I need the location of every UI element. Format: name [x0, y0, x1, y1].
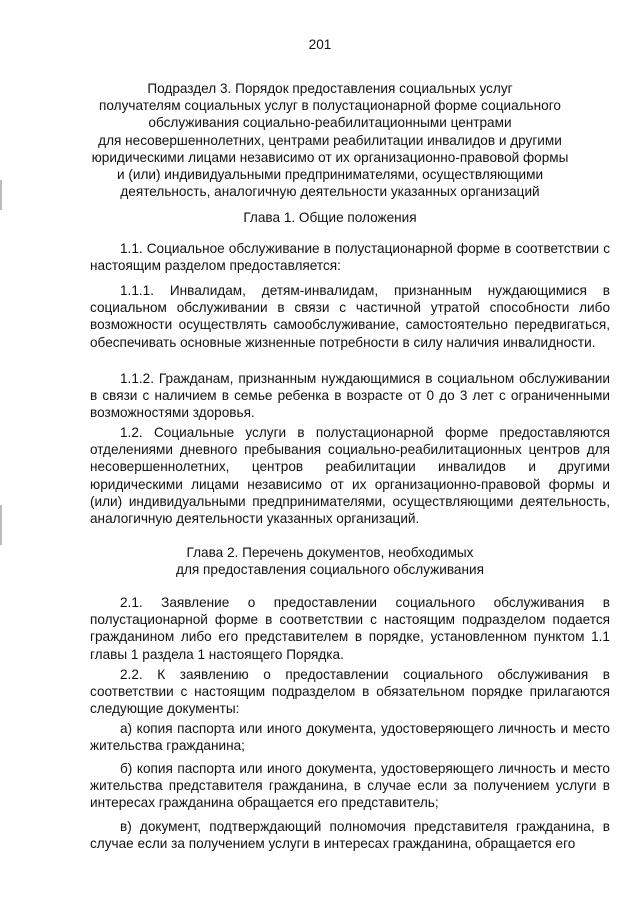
chapter-2-title	[60, 544, 600, 578]
scan-edge-mark	[0, 180, 2, 210]
paragraph-text: 2.1. Заявление о предоставлении социального обслуживания в полустационарной форме в соответствии с настоящим подразделом подается гражданином либо его представителем в порядке, установленном пунктом 1.1 главы 1 раздела 1 настоящего Порядка.	[90, 595, 610, 662]
subsection-title-line: деятельность, аналогичную деятельности указанных организаций	[120, 184, 540, 200]
chapter-2-title-line: для предоставления социального обслуживания	[176, 562, 484, 578]
subsection-title-line: Подраздел 3. Порядок предоставления социальных услуг	[147, 81, 513, 96]
chapter-2-title-line: Глава 2. Перечень документов, необходимых	[186, 545, 474, 560]
subsection-title-line: и (или) индивидуальными предпринимателями, осуществляющими	[116, 167, 544, 183]
scan-edge-mark	[0, 505, 2, 545]
paragraph	[90, 370, 610, 422]
paragraph	[90, 240, 610, 274]
paragraph-text: 2.2. К заявлению о предоставлении социального обслуживания в соответствии с настоящим подразделом в обязательном порядке прилагаются следующие документы:	[90, 667, 610, 717]
paragraph-text: 1.1.2. Гражданам, признанным нуждающимися в социальном обслуживании в связи с наличием в семье ребенка в возрасте от 0 до 3 лет с ограниченными возможностями здоровья.	[90, 371, 610, 421]
subsection-title-line: для несовершеннолетних, центрами реабилитации инвалидов и другими	[98, 132, 562, 148]
paragraph	[90, 594, 610, 663]
subsection-title-line: получателям социальных услуг в полустационарной форме социального	[99, 98, 561, 114]
page-number: 201	[308, 37, 332, 52]
paragraph	[90, 424, 610, 527]
paragraph	[90, 282, 610, 351]
paragraph-text: 1.1. Социальное обслуживание в полустационарной форме в соответствии с настоящим разделом предоставляется:	[90, 241, 610, 274]
subsection-title-line: юридическими лицами независимо от их организационно-правовой формы	[91, 149, 569, 165]
list-item-text: а) копия паспорта или иного документа, удостоверяющего личность и место жительства гражданина;	[90, 721, 610, 754]
paragraph	[90, 666, 610, 718]
list-item-text: в) документ, подтверждающий полномочия представителя гражданина, в случае если за получением услуги в интересах гражданина, обращается его	[90, 819, 610, 852]
paragraph-text: 1.2. Социальные услуги в полустационарной форме предоставляются отделениями дневного пребывания социально-реабилитационных центров для несовершеннолетних, центров реабилитации инвалидов и другими юридическими лицами независимо от их организационно-правовой формы и (или) индивидуальными предпринимателями, осуществляющими деятельность, аналогичную деятельности указанных организаций.	[90, 425, 610, 527]
paragraph-text: 1.1.1. Инвалидам, детям-инвалидам, признанным нуждающимися в социальном обслуживании в связи с частичной утратой способности либо возможности осуществлять самообслуживание, самостоятельно передвигаться, обеспечивать основные жизненные потребности в силу наличия инвалидности.	[90, 283, 610, 350]
chapter-1-title-text: Глава 1. Общие положения	[243, 210, 417, 225]
list-item	[90, 760, 610, 812]
subsection-title-line: обслуживания социально-реабилитационными центрами	[148, 115, 512, 131]
list-item-text: б) копия паспорта или иного документа, удостоверяющего личность и место жительства представителя гражданина, в случае если за получением услуги в интересах гражданина обращается его представитель;	[90, 761, 610, 811]
list-item	[90, 818, 610, 852]
list-item	[90, 720, 610, 754]
chapter-1-title	[60, 209, 600, 226]
subsection-title	[60, 80, 600, 200]
